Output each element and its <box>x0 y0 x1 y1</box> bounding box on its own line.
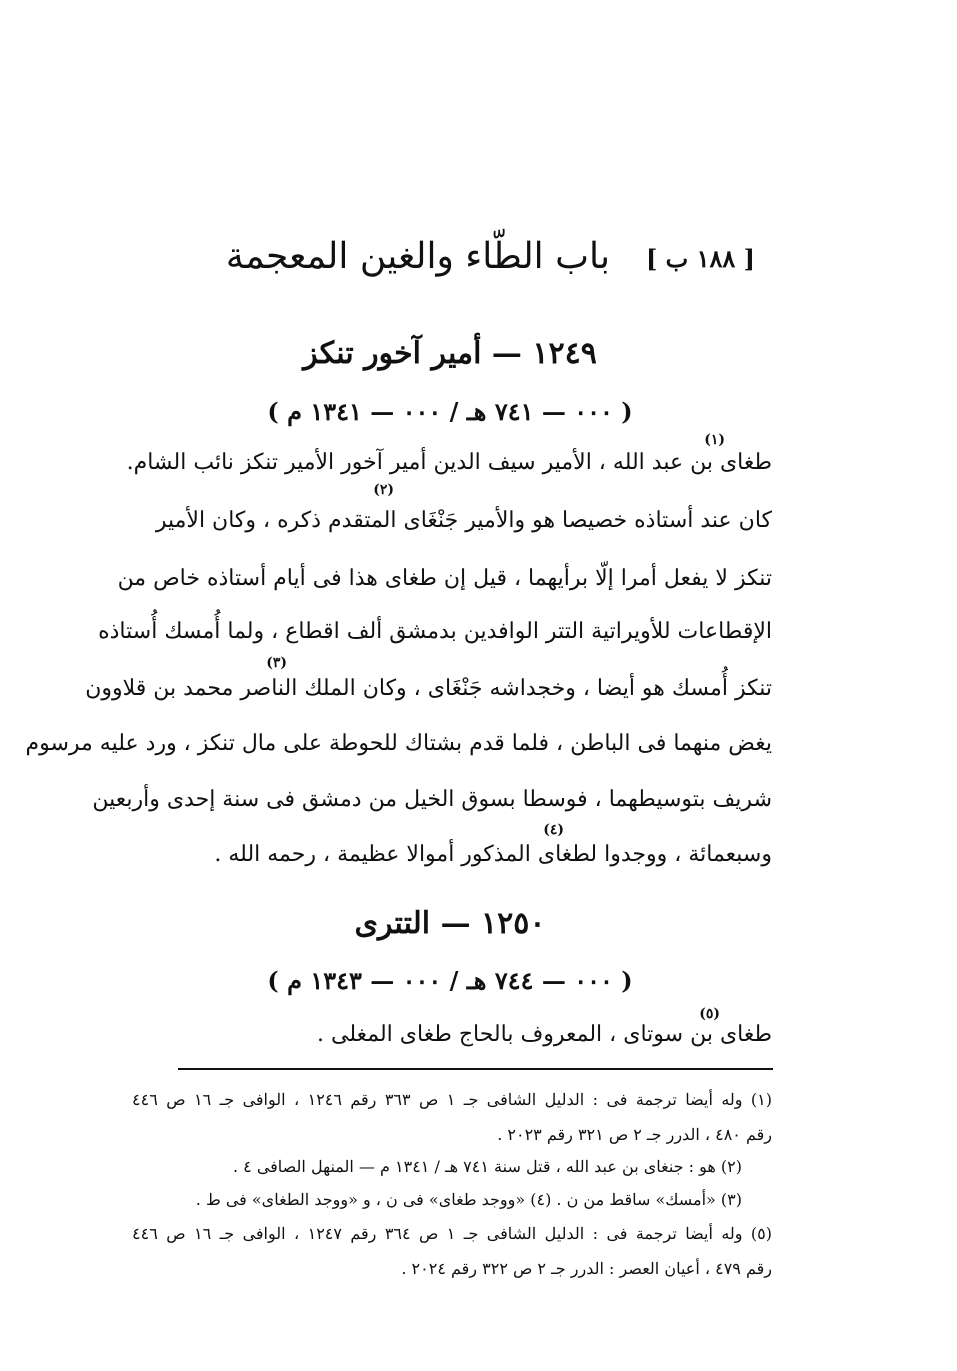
entry-title: ١٢٤٩ — أمير آخور تنكز <box>303 336 597 371</box>
footnote-mark: (٣) <box>266 655 287 671</box>
footnote-line: رقم ٤٨٠ ، الدرر جـ ٢ ص ٣٢١ رقم ٢٠٢٣ . <box>497 1125 772 1144</box>
entry-text-line: كان عند أستاذه خصيصا هو والأمير جَنْغَاى المتقدم ذكره ، وكان الأمير <box>155 508 772 533</box>
footnote-mark: (٤) <box>543 822 564 838</box>
footnote-mark: (١) <box>704 432 725 448</box>
entry-text-line: الإقطاعات للأويراتية التتر الوافدين بدمشق ألف اقطاع ، ولما أُمسك أُستاذه <box>98 619 772 644</box>
footnote-mark: (٢) <box>373 482 394 498</box>
entry-text-line: طغاى بن سوتاى ، المعروف بالحاج طغاى المغلى . <box>317 1022 772 1047</box>
entry-text-line: وسبعمائة ، ووجدوا لطغاى المذكور أموالا عظيمة ، رحمه الله . <box>214 842 772 867</box>
footnote-line: (٢) هو : جنغاى بن عبد الله ، قتل سنة ٧٤١ هـ / ١٣٤١ م — المنهل الصافى ٤ . <box>232 1157 742 1176</box>
manuscript-folio-reference: [ ١٨٨ ب ] <box>645 244 755 273</box>
footnote-separator <box>178 1068 773 1070</box>
chapter-title: باب الطّاء والغين المعجمة <box>225 236 610 277</box>
entry-text-line: تنكز لا يفعل أمرا إلّا برأيهما ، قيل إن طغاى هذا فى أيام أستاذه خاص من <box>117 566 772 591</box>
footnote-mark: (٥) <box>699 1006 720 1022</box>
footnote-line: (٣) «أمسك» ساقط من ن . (٤) «ووجد طغاى» فى ن ، و «ووجد الطغاى» فى ط . <box>195 1190 742 1209</box>
entry-dates: ( ٠٠٠ — ٧٤١ هـ / ٠٠٠ — ١٣٤١ م ) <box>267 397 633 426</box>
footnote-line: رقم ٤٧٩ ، أعيان العصر : الدرر جـ ٢ ص ٣٢٢ رقم ٢٠٢٤ . <box>401 1259 772 1278</box>
footnote-line: (٥) وله أيضا ترجمة فى : الدليل الشافى جـ ١ ص ٣٦٤ رقم ١٢٤٧ ، الوافى جـ ١٦ ص ٤٤٦ <box>132 1224 773 1243</box>
page-header <box>225 232 755 292</box>
entry-text-line: طغاى بن عبد الله ، الأمير سيف الدين أمير آخور الأمير تنكز نائب الشام. <box>126 450 772 475</box>
entry-text-line: يغض منهما فى الباطن ، فلما قدم بشتاك للحوطة على مال تنكز ، ورد عليه مرسوم <box>25 731 772 756</box>
entry-dates: ( ٠٠٠ — ٧٤٤ هـ / ٠٠٠ — ١٣٤٣ م ) <box>267 966 633 995</box>
entry-text-line: شريف بتوسيطهما ، فوسطا بسوق الخيل من دمشق فى سنة إحدى وأربعين <box>92 787 772 812</box>
entry-text-line: تنكز أُمسك هو أيضا ، وخجداشه جَنْغَاى ، وكان الملك الناصر محمد بن قلاوون <box>85 676 772 701</box>
footnote-line: (١) وله أيضا ترجمة فى : الدليل الشافى جـ ١ ص ٣٦٣ رقم ١٢٤٦ ، الوافى جـ ١٦ ص ٤٤٦ <box>132 1090 773 1109</box>
entry-title: ١٢٥٠ — التترى <box>354 906 546 941</box>
